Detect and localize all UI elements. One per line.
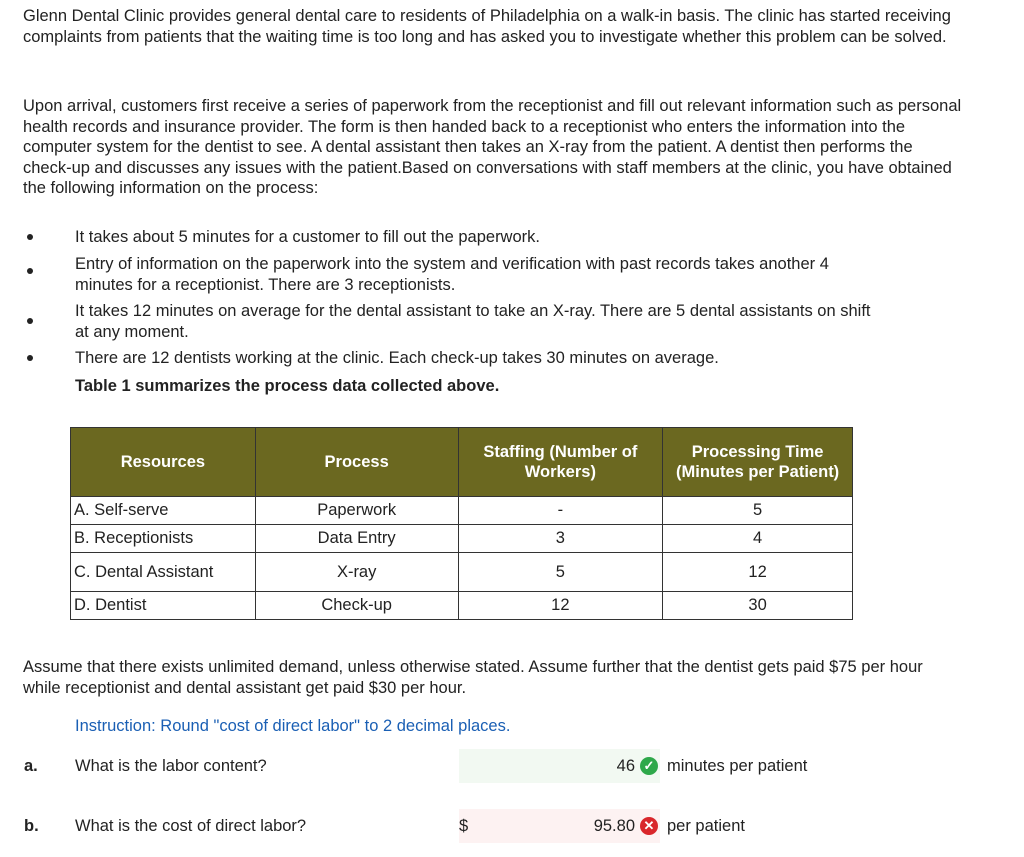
cell-process: Data Entry <box>255 525 458 553</box>
intro-paragraph-1: Glenn Dental Clinic provides general dental care to residents of Philadelphia on a walk-in basis. The clinic has started receiving complaints from patients that the waiting time is too long and has asked you to investigate whether this problem can be solved. <box>23 7 951 46</box>
cell-process: Paperwork <box>255 497 458 525</box>
table-row <box>71 497 853 525</box>
table-row <box>71 592 853 620</box>
check-circle-icon: ✓ <box>640 757 658 775</box>
bullet-dot <box>27 234 33 240</box>
bullet-item: It takes about 5 minutes for a customer to fill out the paperwork. <box>75 228 540 246</box>
question-a <box>0 749 1024 783</box>
labor-content-answer-field[interactable] <box>459 749 660 783</box>
table-header-row <box>71 428 853 497</box>
table-row <box>71 525 853 553</box>
intro-paragraph-2: Upon arrival, customers first receive a series of paperwork from the receptionist and fill out relevant information such as personal health records and insurance provider. The form is then handed back to a receptionist who enters the information into the computer system for the dentist to see. A dental assistant then takes an X-ray from the patient. A dentist then performs the check-up and discusses any issues with the patient.Based on conversations with staff members at the clinic, you have obtained the following information on the process: <box>23 97 962 198</box>
question-text: What is the cost of direct labor? <box>75 817 307 835</box>
assumption-text: Assume that there exists unlimited demand, unless otherwise stated. Assume further that the dentist gets paid $75 per hour while receptionist and dental assistant get paid $30 per hour. <box>23 658 923 697</box>
cell-time: 12 <box>663 553 853 592</box>
cell-process: X-ray <box>255 553 458 592</box>
bullet-dot <box>27 355 33 361</box>
table-row <box>71 553 853 592</box>
question-label: b. <box>24 817 39 835</box>
cell-time: 5 <box>663 497 853 525</box>
x-circle-icon: ✕ <box>640 817 658 835</box>
header-process: Process <box>255 428 458 497</box>
question-text: What is the labor content? <box>75 757 267 775</box>
cell-resource: A. Self-serve <box>71 497 256 525</box>
header-processing-time: Processing Time (Minutes per Patient) <box>663 428 853 497</box>
header-resources: Resources <box>71 428 256 497</box>
direct-labor-cost-answer-field[interactable] <box>459 809 660 843</box>
answer-unit: minutes per patient <box>667 757 808 775</box>
cell-resource: D. Dentist <box>71 592 256 620</box>
cell-staffing: 3 <box>458 525 663 553</box>
bullet-item: Entry of information on the paperwork into the system and verification with past records takes another 4 minutes for a receptionist. There are 3 receptionists. <box>75 255 829 294</box>
bullet-item: There are 12 dentists working at the clinic. Each check-up takes 30 minutes on average. <box>75 349 719 367</box>
question-b <box>0 809 1024 843</box>
answer-value: 46 <box>616 757 635 775</box>
cell-time: 4 <box>663 525 853 553</box>
table-caption: Table 1 summarizes the process data collected above. <box>75 377 500 395</box>
instruction-text: Instruction: Round "cost of direct labor" to 2 decimal places. <box>75 717 511 735</box>
answer-unit: per patient <box>667 817 745 835</box>
header-staffing: Staffing (Number of Workers) <box>458 428 663 497</box>
question-label: a. <box>24 757 38 775</box>
bullet-dot <box>27 268 33 274</box>
cell-staffing: - <box>458 497 663 525</box>
answer-value: 95.80 <box>593 817 635 835</box>
cell-resource: B. Receptionists <box>71 525 256 553</box>
process-data-table <box>70 427 853 620</box>
cell-time: 30 <box>663 592 853 620</box>
cell-staffing: 12 <box>458 592 663 620</box>
currency-prefix: $ <box>459 817 469 835</box>
cell-resource: C. Dental Assistant <box>71 553 256 592</box>
bullet-item: It takes 12 minutes on average for the dental assistant to take an X-ray. There are 5 dental assistants on shift at any moment. <box>75 302 871 341</box>
bullet-dot <box>27 318 33 324</box>
cell-process: Check-up <box>255 592 458 620</box>
cell-staffing: 5 <box>458 553 663 592</box>
